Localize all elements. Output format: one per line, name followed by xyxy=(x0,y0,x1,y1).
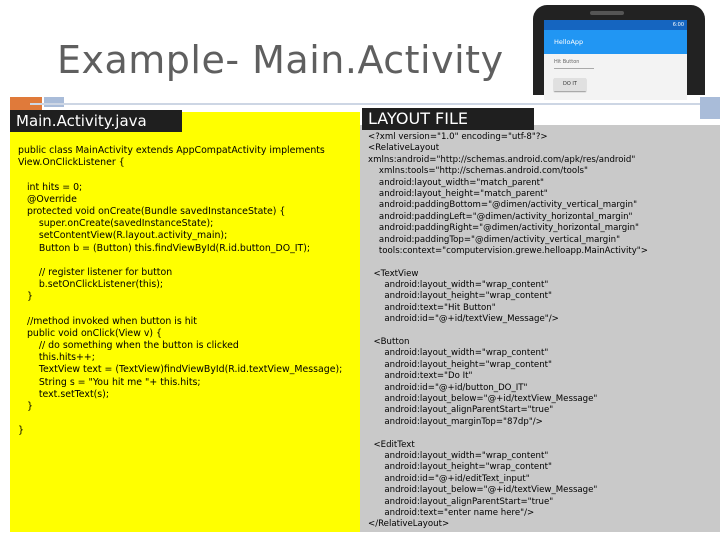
java-code-line: } xyxy=(18,400,33,412)
xml-code xyxy=(368,132,648,531)
xml-code-line: android:layout_below="@+id/textView_Message" xyxy=(368,393,598,404)
xml-code-line: <?xml version="1.0" encoding="utf-8"?> xyxy=(368,132,548,142)
status-bar: 6:00 xyxy=(544,20,687,30)
java-code-line: TextView text = (TextView)findViewById(R.id.textView_Message); xyxy=(18,364,343,376)
xml-code-line: android:paddingLeft="@dimen/activity_horizontal_margin" xyxy=(368,211,633,222)
slide-title: Example- Main.Activity xyxy=(57,38,504,82)
java-code-line: this.hits++; xyxy=(18,352,95,364)
java-code-line xyxy=(18,303,342,315)
xml-code-line: xmlns:tools="http://schemas.android.com/tools" xyxy=(368,166,588,177)
xml-code-line xyxy=(368,257,648,268)
xml-code-line: android:layout_below="@+id/textView_Message" xyxy=(368,485,598,496)
xml-code-line: android:layout_height="wrap_content" xyxy=(368,291,552,302)
java-code-line: //method invoked when button is hit xyxy=(18,315,197,327)
xml-code-line: android:layout_height="wrap_content" xyxy=(368,462,552,473)
accent-bar-blue-right xyxy=(700,97,720,119)
xml-code-line: tools:context="computervision.grewe.helloapp.MainActivity"> xyxy=(368,245,648,256)
accent-bar-blue xyxy=(44,97,64,107)
java-code-line xyxy=(18,413,342,425)
xml-code-line: android:layout_alignParentStart="true" xyxy=(368,405,554,416)
do-it-button[interactable]: DO IT xyxy=(554,78,586,91)
java-code-line: View.OnClickListener { xyxy=(18,157,125,169)
xml-code-line: android:layout_width="wrap_content" xyxy=(368,280,549,291)
java-code-line: // do something when the button is clicked xyxy=(18,340,239,351)
java-code-line: public class MainActivity extends AppCompatActivity implements xyxy=(18,145,325,156)
java-code-line: text.setText(s); xyxy=(18,388,109,400)
java-code-line: super.onCreate(savedInstanceState); xyxy=(18,218,214,230)
xml-code-line: android:paddingRight="@dimen/activity_horizontal_margin" xyxy=(368,223,639,234)
xml-code-line: android:id="@+id/button_DO_IT" xyxy=(368,382,528,393)
java-code-line: // register listener for button xyxy=(18,266,173,278)
xml-code-line: android:text="Do It" xyxy=(368,371,473,382)
phone-speaker xyxy=(590,11,624,15)
java-code-line: } xyxy=(18,291,33,303)
xml-code-line: android:layout_alignParentStart="true" xyxy=(368,496,554,507)
xml-code-line: android:paddingTop="@dimen/activity_vertical_margin" xyxy=(368,234,621,245)
xml-code-line: android:layout_width="wrap_content" xyxy=(368,348,549,359)
xml-code-line: android:paddingBottom="@dimen/activity_vertical_margin" xyxy=(368,200,638,211)
java-code-line: @Override xyxy=(18,193,77,205)
xml-code-line: android:text="Hit Button" xyxy=(368,302,496,313)
xml-code-line: android:id="@+id/editText_input" xyxy=(368,473,530,484)
java-code-line xyxy=(18,169,342,181)
xml-code-line: android:layout_width="wrap_content" xyxy=(368,450,549,461)
xml-code-line: <EditText xyxy=(368,439,415,450)
java-code-line: protected void onCreate(Bundle savedInstanceState) { xyxy=(18,205,286,217)
xml-code-line: android:layout_marginTop="87dp"/> xyxy=(368,416,543,427)
title-divider xyxy=(30,103,700,105)
java-code-line xyxy=(18,255,342,267)
xml-code-line: <RelativeLayout xyxy=(368,143,440,154)
xml-code-line: android:id="@+id/textView_Message"/> xyxy=(368,314,559,325)
java-code-line: } xyxy=(18,425,24,437)
xml-code-line: <TextView xyxy=(368,268,419,279)
java-code-line: int hits = 0; xyxy=(18,181,83,193)
app-bar-title: HelloApp xyxy=(544,30,687,54)
xml-code-line xyxy=(368,326,648,337)
java-code-line: setContentView(R.layout.activity_main); xyxy=(18,230,228,242)
java-code-line: String s = "You hit me "+ this.hits; xyxy=(18,376,201,388)
xml-code-line: android:layout_height="match_parent" xyxy=(368,188,548,199)
xml-code-line: xmlns:android="http://schemas.android.com/apk/res/android" xyxy=(368,154,636,165)
java-file-label: Main.Activity.java xyxy=(10,110,182,132)
xml-code-line xyxy=(368,428,648,439)
phone-screen xyxy=(544,20,687,100)
java-code-line: public void onClick(View v) { xyxy=(18,327,162,339)
java-code-line: Button b = (Button) this.findViewById(R.id.button_DO_IT); xyxy=(18,242,311,254)
java-code xyxy=(18,145,342,438)
layout-file-label: LAYOUT FILE xyxy=(362,108,534,130)
xml-code-line: </RelativeLayout> xyxy=(368,519,450,530)
xml-code-line: <Button xyxy=(368,337,410,348)
xml-code-line: android:text="enter name here"/> xyxy=(368,507,535,518)
xml-code-line: android:layout_width="match_parent" xyxy=(368,177,544,188)
java-code-line: b.setOnClickListener(this); xyxy=(18,279,164,291)
xml-code-line: android:layout_height="wrap_content" xyxy=(368,359,552,370)
hit-button-text: Hit Button xyxy=(554,59,580,65)
input-underline xyxy=(554,68,594,69)
